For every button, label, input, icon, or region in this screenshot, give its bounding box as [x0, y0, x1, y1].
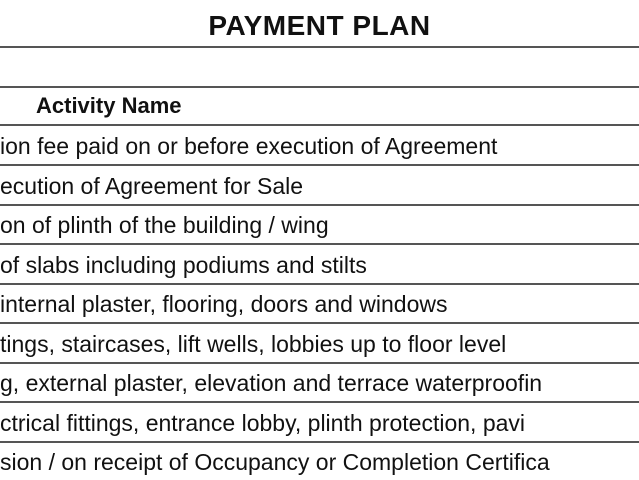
table-row: internal plaster, flooring, doors and windows: [0, 291, 448, 317]
table-divider: [0, 164, 639, 166]
table-row: on of plinth of the building / wing: [0, 212, 329, 238]
page-title: PAYMENT PLAN: [208, 10, 431, 41]
table-row: ion fee paid on or before execution of Agreement: [0, 133, 498, 159]
table-top-border: [0, 46, 639, 48]
table-divider: [0, 283, 639, 285]
table-row: ctrical fittings, entrance lobby, plinth protection, pavi: [0, 410, 526, 436]
table-divider: [0, 362, 639, 364]
table-divider: [0, 322, 639, 324]
table-row: ecution of Agreement for Sale: [0, 173, 304, 199]
table-row: g, external plaster, elevation and terrace waterproofin: [0, 370, 543, 396]
table-divider: [0, 204, 639, 206]
table-row: tings, staircases, lift wells, lobbies up to floor level: [0, 331, 507, 357]
table-divider: [0, 401, 639, 403]
table-divider: [0, 243, 639, 245]
table-row: sion / on receipt of Occupancy or Completion Certifica: [0, 449, 550, 475]
column-header-activity-name: Activity Name: [36, 93, 182, 118]
table-divider: [0, 124, 639, 126]
table-divider: [0, 441, 639, 443]
table-row: of slabs including podiums and stilts: [0, 252, 367, 278]
